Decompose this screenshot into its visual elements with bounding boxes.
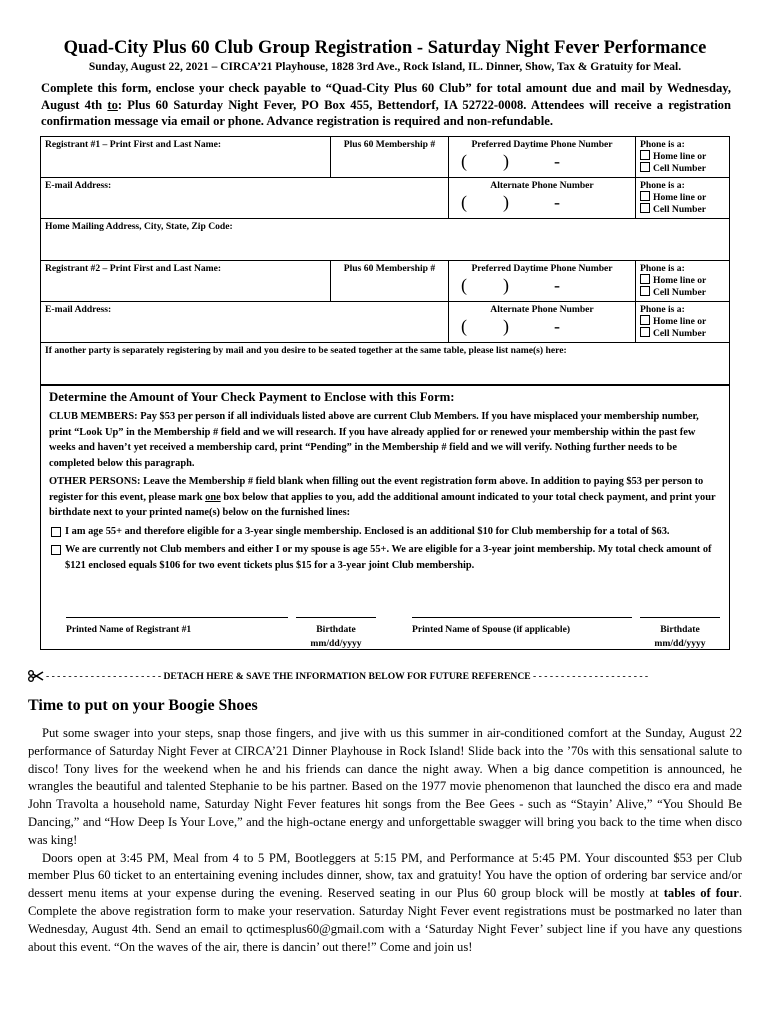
preferred-phone-label: Preferred Daytime Phone Number <box>471 139 613 150</box>
phone-format: ( ) - <box>461 316 560 336</box>
home-line-label: Home line or <box>653 275 707 286</box>
home-line-checkbox[interactable] <box>640 274 650 284</box>
registrant1-name-field[interactable] <box>41 137 331 178</box>
detach-line <box>28 670 748 685</box>
other-persons-underlined: one <box>205 491 221 503</box>
club-members-text: CLUB MEMBERS: Pay $53 per person if all individuals listed above are current Club Members. If you have misplaced your membership number, print “Look Up” in the Membership # field and we will research. If you have already applied for or renewed your membership within the past few weeks and haven’t yet received a membership card, print “Pending” in the Membership # field and we will verify. Nothing further needs to be completed below this paragraph. <box>49 411 699 469</box>
birthdate-label: Birthdate <box>316 624 356 635</box>
detach-text: - - - - - - - - - - - - - - - - - - - - - DETACH HERE & SAVE THE INFORMATION BELOW FOR FUTURE REFERENCE - - - - - - - - - - - - - - - - - - - - - <box>46 671 649 682</box>
registrant1-email-field[interactable] <box>41 178 449 219</box>
cell-number-checkbox[interactable] <box>640 162 650 172</box>
registrant1-membership-field[interactable] <box>331 137 449 178</box>
cell-number-label: Cell Number <box>653 204 707 215</box>
cell-number-checkbox[interactable] <box>640 286 650 296</box>
option1-text: I am age 55+ and therefore eligible for a 3-year single membership. Enclosed is an additional $10 for Club membership for a total of $63. <box>65 525 670 537</box>
article-heading: Time to put on your Boogie Shoes <box>28 697 258 714</box>
option-single-membership <box>49 524 721 540</box>
scissors-icon <box>28 670 44 685</box>
registrant1-address-field[interactable] <box>41 219 729 261</box>
instructions-part1: Complete this form, enclose your check payable to “Quad-City Plus 60 Club” for total amount due and mail by Wednesday, August 4th <box>41 81 731 112</box>
registrant2-phone-type-2 <box>636 302 729 343</box>
preferred-phone-label: Preferred Daytime Phone Number <box>471 263 613 274</box>
payment-heading: Determine the Amount of Your Check Payment to Enclose with this Form: <box>49 390 455 404</box>
alternate-phone-label: Alternate Phone Number <box>490 304 594 315</box>
cell-number-label: Cell Number <box>653 287 707 298</box>
instructions-underlined: to <box>107 97 118 112</box>
alternate-phone-label: Alternate Phone Number <box>490 180 594 191</box>
cell-number-label: Cell Number <box>653 328 707 339</box>
home-line-label: Home line or <box>653 192 707 203</box>
article-body <box>28 725 742 956</box>
home-line-checkbox[interactable] <box>640 315 650 325</box>
phone-format: ( ) - <box>461 192 560 212</box>
spouse-birthdate-line[interactable] <box>640 617 720 618</box>
spouse-name-line[interactable] <box>412 617 632 618</box>
event-subtitle: Sunday, August 22, 2021 – CIRCA’21 Playhouse, 1828 3rd Ave., Rock Island, IL. Dinner, Show, Tax & Gratuity for Meal. <box>88 61 682 73</box>
single-membership-checkbox[interactable] <box>51 527 61 537</box>
date-format-label: mm/dd/yyyy <box>654 638 706 649</box>
home-line-checkbox[interactable] <box>640 191 650 201</box>
other-party-label: If another party is separately registering by mail and you desire to be seated together at the same table, please list name(s) here: <box>45 345 567 356</box>
registrant2-email-field[interactable] <box>41 302 449 343</box>
spouse-birthdate-caption <box>634 623 726 651</box>
registrant1-birthdate-line[interactable] <box>296 617 376 618</box>
registrant2-membership-field[interactable] <box>331 261 449 302</box>
registration-form <box>40 136 730 650</box>
home-line-label: Home line or <box>653 151 707 162</box>
other-persons-part2: box below that applies to you, add the additional amount indicated to your total check payment, and print your birthdate next to your printed name(s) below on the furnished lines: <box>49 491 716 518</box>
phone-format: ( ) - <box>461 151 560 171</box>
other-persons-text <box>49 474 721 521</box>
phone-format: ( ) - <box>461 275 560 295</box>
registrant2-preferred-phone-field[interactable] <box>449 261 636 302</box>
home-line-checkbox[interactable] <box>640 150 650 160</box>
instructions-part2: : Plus 60 Saturday Night Fever, PO Box 455, Bettendorf, IA 52722-0008. Attendees will receive a registration confirmation message via email or phone. Advance registration is required and non-refundable. <box>41 97 731 128</box>
registrant2-alternate-phone-field[interactable] <box>449 302 636 343</box>
registrant1-name-label: Registrant #1 – Print First and Last Name: <box>45 139 222 150</box>
joint-membership-checkbox[interactable] <box>51 545 61 555</box>
registrant1-name-line[interactable] <box>66 617 288 618</box>
page-title: Quad-City Plus 60 Club Group Registration - Saturday Night Fever Performance <box>63 38 707 58</box>
home-address-label: Home Mailing Address, City, State, Zip Code: <box>45 221 233 232</box>
cell-number-label: Cell Number <box>653 163 707 174</box>
phone-is-label: Phone is a: <box>640 263 685 274</box>
cell-number-checkbox[interactable] <box>640 327 650 337</box>
article-paragraph-2b: . Complete the above registration form to make your reservation. Saturday Night Fever event registrations must be postmarked no later than Wednesday, August 4th. Send an email to qctimesplus60@gmail.com with a ‘Saturday Night Fever’ subject line if you have any questions about this event. “On the waves of the air, there is dancin’ out there!” Come and join us! <box>28 886 742 954</box>
article-paragraph-2a: Doors open at 3:45 PM, Meal from 4 to 5 PM, Bootleggers at 5:15 PM, and Performance at 5:45 PM. Your discounted $53 per Club member Plus 60 ticket to an entertaining evening includes dinner, show, tax and gratuity! You have the option of ordering bar service and/or dessert menu items at your expense during the evening. Reserved seating in our Plus 60 group block will be mostly at <box>28 850 742 901</box>
registrant2-phone-type-1 <box>636 261 729 302</box>
phone-is-label: Phone is a: <box>640 180 685 191</box>
phone-is-label: Phone is a: <box>640 304 685 315</box>
registrant2-name-field[interactable] <box>41 261 331 302</box>
date-format-label: mm/dd/yyyy <box>310 638 362 649</box>
other-persons-part1: OTHER PERSONS: Leave the Membership # field blank when filling out the event registration form above. In addition to paying $53 per person to register for this event, please mark <box>49 476 704 503</box>
other-party-field[interactable] <box>41 343 729 386</box>
cell-number-checkbox[interactable] <box>640 203 650 213</box>
birthdate-label: Birthdate <box>660 624 700 635</box>
option-joint-membership <box>49 542 721 573</box>
option2-text: We are currently not Club members and either I or my spouse is age 55+. We are eligible for a 3-year joint membership. My total check amount of $121 enclosed equals $106 for two event tickets plus $15 for a 3-year joint Club membership. <box>65 544 712 571</box>
article-paragraph-2 <box>28 850 742 957</box>
instructions <box>41 80 731 130</box>
email-label: E-mail Address: <box>45 304 112 315</box>
registrant1-alternate-phone-field[interactable] <box>449 178 636 219</box>
registrant1-preferred-phone-field[interactable] <box>449 137 636 178</box>
registrant1-name-caption: Printed Name of Registrant #1 <box>66 624 192 635</box>
email-label: E-mail Address: <box>45 180 112 191</box>
registrant1-phone-type-1 <box>636 137 729 178</box>
spouse-name-caption: Printed Name of Spouse (if applicable) <box>412 624 571 635</box>
phone-is-label: Phone is a: <box>640 139 685 150</box>
home-line-label: Home line or <box>653 316 707 327</box>
registrant1-phone-type-2 <box>636 178 729 219</box>
registrant2-name-label: Registrant #2 – Print First and Last Name: <box>45 263 222 274</box>
membership-label: Plus 60 Membership # <box>343 139 436 150</box>
article-paragraph-1: Put some swager into your steps, snap those fingers, and jive with us this summer in air-conditioned comfort at the Sunday, August 22 performance of Saturday Night Fever at CIRCA’21 Dinner Playhouse in Rock Island! Slide back into the ’70s with this sensational salute to disco! Tony lives for the weekend when he and his friends can dance the night away. When a big dance competition is announced, he wrangles the beautiful and talented Stephanie to be his partner. Based on the 1977 movie phenomenon that launched the disco era and made John Travolta a household name, Saturday Night Fever features hit songs from the Bee Gees - such as “Stayin’ Alive,” “You Should Be Dancing,” and “How Deep Is Your Love,” and the high-octane energy and unforgettable swagger will bring you back to the time when disco was king! <box>28 726 742 847</box>
registrant1-birthdate-caption <box>290 623 382 651</box>
payment-section <box>41 386 729 577</box>
membership-label: Plus 60 Membership # <box>343 263 436 274</box>
tables-of-four: tables of four <box>663 886 739 901</box>
